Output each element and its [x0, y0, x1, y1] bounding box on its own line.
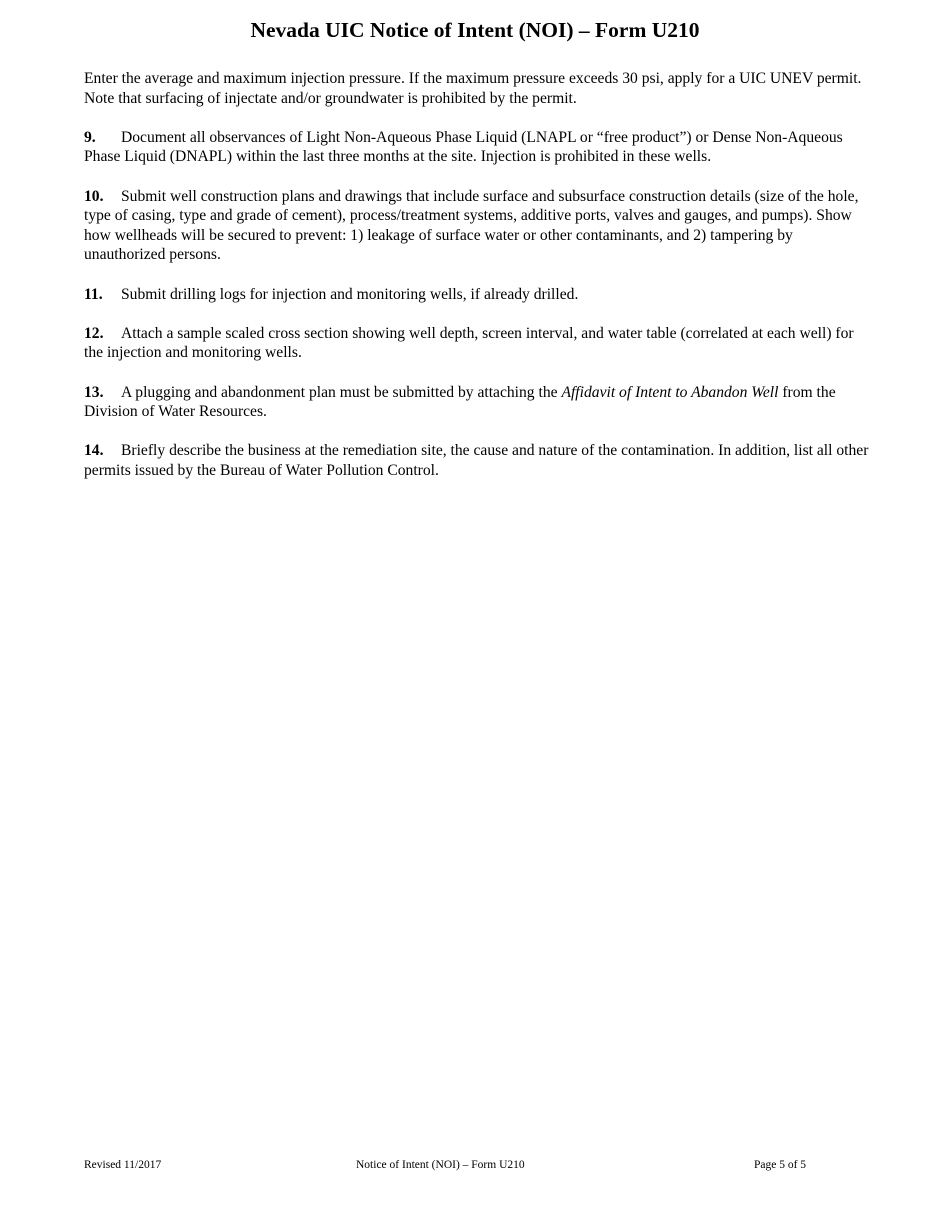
item-10: [84, 187, 870, 265]
footer-form-name: Notice of Intent (NOI) – Form U210: [356, 1159, 525, 1171]
item-number: 9.: [84, 128, 96, 146]
intro-paragraph: Enter the average and maximum injection pressure. If the maximum pressure exceeds 30 psi, apply for a UIC UNEV permit. Note that surfacing of injectate and/or groundwater is prohibited by the permit.: [84, 70, 862, 107]
document-body: [84, 69, 870, 500]
item-number: 13.: [84, 383, 104, 401]
footer-revised-date: Revised 11/2017: [84, 1159, 162, 1171]
page-title: Nevada UIC Notice of Intent (NOI) – Form U210: [250, 18, 700, 42]
item-14: [84, 441, 870, 480]
item-number: 10.: [84, 187, 104, 205]
item-11: [84, 285, 870, 305]
item-text: Document all observances of Light Non-Aqueous Phase Liquid (LNAPL or “free product”) or Dense Non-Aqueous Phase Liquid (DNAPL) within the last three months at the site. Injection is prohibited in these wells.: [84, 128, 843, 166]
item-number: 11.: [84, 285, 103, 303]
item-9: [84, 128, 870, 167]
item-text-after: from the Division of Water Resources.: [84, 383, 836, 421]
item-text: Briefly describe the business at the remediation site, the cause and nature of the contamination. In addition, list all other permits issued by the Bureau of Water Pollution Control.: [84, 442, 869, 479]
affidavit-title: Affidavit of Intent to Abandon Well: [561, 383, 779, 401]
item-12: [84, 324, 870, 363]
item-text-before: A plugging and abandonment plan must be submitted by attaching the: [121, 383, 562, 401]
item-text: Submit drilling logs for injection and monitoring wells, if already drilled.: [121, 285, 579, 303]
item-13: [84, 383, 870, 422]
footer-page-number: Page 5 of 5: [754, 1159, 807, 1171]
item-number: 12.: [84, 324, 104, 342]
item-number: 14.: [84, 442, 104, 460]
item-text: Attach a sample scaled cross section showing well depth, screen interval, and water table (correlated at each well) for the injection and monitoring wells.: [84, 324, 854, 362]
item-text: Submit well construction plans and drawings that include surface and subsurface construction details (size of the hole, type of casing, type and grade of cement), process/treatment systems, additive ports, valves and gauges, and pumps). Show how wellheads will be secured to prevent: 1) leakage of surface water or other contaminants, and 2) tampering by unauthorized persons.: [84, 187, 859, 264]
